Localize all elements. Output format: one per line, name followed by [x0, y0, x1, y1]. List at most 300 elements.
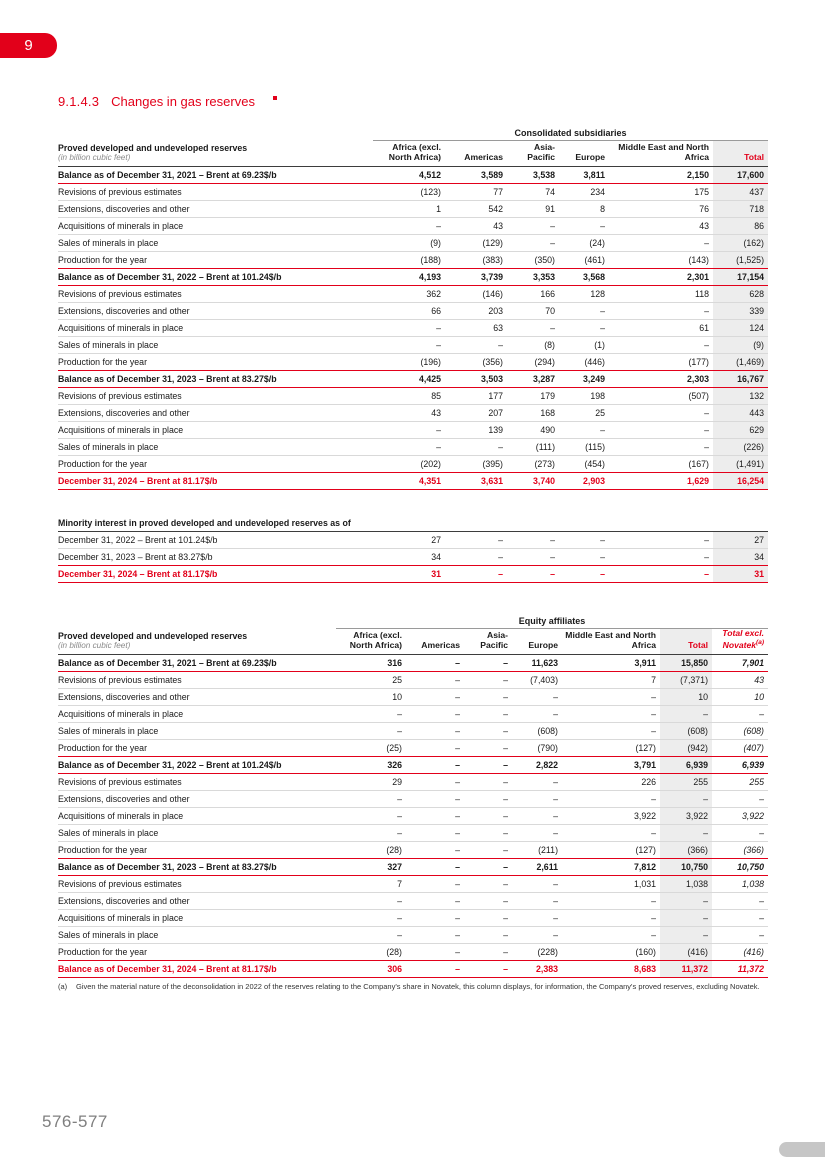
- value-cell: –: [562, 926, 660, 943]
- value-cell: –: [609, 404, 713, 421]
- value-cell: 362: [373, 285, 445, 302]
- table-row: [58, 549, 768, 566]
- value-cell: 255: [660, 773, 712, 790]
- value-cell: 1,031: [562, 875, 660, 892]
- value-cell: –: [507, 566, 559, 583]
- value-cell: 10: [336, 688, 406, 705]
- row-label: Balance as of December 31, 2021 – Brent at 69.23$/b: [58, 166, 373, 183]
- column-header-asia-pacific: Asia-Pacific: [464, 628, 512, 654]
- row-label: Balance as of December 31, 2023 – Brent at 83.27$/b: [58, 370, 373, 387]
- value-cell: 11,372: [660, 960, 712, 977]
- value-cell: –: [464, 926, 512, 943]
- value-cell: –: [507, 549, 559, 566]
- value-cell: (167): [609, 455, 713, 472]
- table-row: [58, 807, 768, 824]
- value-cell: –: [464, 705, 512, 722]
- value-cell: –: [660, 705, 712, 722]
- row-label: Extensions, discoveries and other: [58, 892, 336, 909]
- table-row: [58, 705, 768, 722]
- value-cell: 27: [373, 532, 445, 549]
- value-cell: (127): [562, 841, 660, 858]
- table-row: [58, 217, 768, 234]
- row-label: Acquisitions of minerals in place: [58, 319, 373, 336]
- value-cell: –: [445, 336, 507, 353]
- value-cell: –: [464, 909, 512, 926]
- stub-header: [58, 628, 336, 654]
- value-cell: 27: [713, 532, 768, 549]
- row-label: Revisions of previous estimates: [58, 387, 373, 404]
- value-cell: –: [512, 807, 562, 824]
- value-cell: 3,503: [445, 370, 507, 387]
- value-cell: 76: [609, 200, 713, 217]
- section-title: Changes in gas reserves: [111, 94, 255, 109]
- value-cell: –: [464, 807, 512, 824]
- value-cell: 132: [713, 387, 768, 404]
- value-cell: 3,739: [445, 268, 507, 285]
- empty-stub-cell: [58, 125, 373, 140]
- value-cell: 203: [445, 302, 507, 319]
- value-cell: –: [406, 671, 464, 688]
- value-cell: 326: [336, 756, 406, 773]
- value-cell: (461): [559, 251, 609, 268]
- value-cell: 43: [373, 404, 445, 421]
- column-header-total-excl-novatek: [712, 628, 768, 654]
- value-cell: –: [507, 217, 559, 234]
- value-cell: –: [507, 532, 559, 549]
- row-label: Production for the year: [58, 455, 373, 472]
- footnote: [58, 982, 768, 992]
- value-cell: –: [445, 566, 507, 583]
- value-cell: –: [609, 532, 713, 549]
- value-cell: 139: [445, 421, 507, 438]
- column-header-total: Total: [713, 140, 768, 166]
- value-cell: –: [609, 421, 713, 438]
- value-cell: 3,538: [507, 166, 559, 183]
- table-row: [58, 421, 768, 438]
- value-cell: 6,939: [660, 756, 712, 773]
- value-cell: 177: [445, 387, 507, 404]
- value-cell: –: [406, 858, 464, 875]
- value-cell: –: [559, 532, 609, 549]
- value-cell: 17,154: [713, 268, 768, 285]
- column-header-americas: Americas: [445, 140, 507, 166]
- value-cell: 226: [562, 773, 660, 790]
- value-cell: –: [512, 688, 562, 705]
- value-cell: 2,303: [609, 370, 713, 387]
- table-row: [58, 858, 768, 875]
- novatek-header-label: Total excl. Novatek: [722, 627, 764, 650]
- value-cell: 66: [373, 302, 445, 319]
- value-cell: –: [507, 234, 559, 251]
- value-cell: –: [464, 671, 512, 688]
- value-cell: –: [559, 421, 609, 438]
- page-content: [58, 94, 768, 992]
- value-cell: 25: [559, 404, 609, 421]
- value-cell: –: [660, 790, 712, 807]
- value-cell: 7: [336, 875, 406, 892]
- value-cell: 3,631: [445, 472, 507, 489]
- value-cell: –: [464, 790, 512, 807]
- table-row: [58, 532, 768, 549]
- table-row: [58, 234, 768, 251]
- row-label: Production for the year: [58, 739, 336, 756]
- value-cell: 4,425: [373, 370, 445, 387]
- value-cell: –: [712, 705, 768, 722]
- value-cell: 4,193: [373, 268, 445, 285]
- value-cell: (188): [373, 251, 445, 268]
- column-header-africa: Africa (excl. North Africa): [336, 628, 406, 654]
- value-cell: –: [373, 319, 445, 336]
- value-cell: 628: [713, 285, 768, 302]
- value-cell: –: [373, 217, 445, 234]
- value-cell: 166: [507, 285, 559, 302]
- value-cell: –: [562, 688, 660, 705]
- group-header: Equity affiliates: [336, 613, 768, 628]
- row-label: Balance as of December 31, 2024 – Brent at 81.17$/b: [58, 960, 336, 977]
- value-cell: (211): [512, 841, 562, 858]
- table-row: [58, 566, 768, 583]
- value-cell: –: [336, 926, 406, 943]
- row-label: December 31, 2023 – Brent at 83.27$/b: [58, 549, 373, 566]
- value-cell: (9): [373, 234, 445, 251]
- column-header-europe: Europe: [559, 140, 609, 166]
- value-cell: (1,469): [713, 353, 768, 370]
- value-cell: 8: [559, 200, 609, 217]
- value-cell: 3,589: [445, 166, 507, 183]
- row-label: Extensions, discoveries and other: [58, 200, 373, 217]
- value-cell: 168: [507, 404, 559, 421]
- value-cell: (7,371): [660, 671, 712, 688]
- value-cell: –: [336, 722, 406, 739]
- value-cell: (111): [507, 438, 559, 455]
- row-label: Extensions, discoveries and other: [58, 404, 373, 421]
- value-cell: 10: [712, 688, 768, 705]
- value-cell: –: [406, 790, 464, 807]
- value-cell: –: [406, 943, 464, 960]
- value-cell: 316: [336, 654, 406, 671]
- value-cell: 2,301: [609, 268, 713, 285]
- page-number: 576-577: [42, 1112, 108, 1131]
- value-cell: 1,038: [660, 875, 712, 892]
- table-row: [58, 892, 768, 909]
- value-cell: –: [464, 654, 512, 671]
- side-tab: [779, 1142, 825, 1157]
- value-cell: 443: [713, 404, 768, 421]
- table-row: [58, 438, 768, 455]
- row-label: Production for the year: [58, 841, 336, 858]
- minority-interest-table: [58, 512, 768, 584]
- minority-table-body: [58, 532, 768, 583]
- value-cell: –: [559, 549, 609, 566]
- value-cell: 4,351: [373, 472, 445, 489]
- value-cell: (202): [373, 455, 445, 472]
- row-label: Revisions of previous estimates: [58, 183, 373, 200]
- value-cell: –: [464, 756, 512, 773]
- value-cell: –: [464, 688, 512, 705]
- value-cell: 179: [507, 387, 559, 404]
- value-cell: (507): [609, 387, 713, 404]
- value-cell: 2,383: [512, 960, 562, 977]
- table-row: [58, 875, 768, 892]
- value-cell: –: [609, 336, 713, 353]
- value-cell: –: [712, 790, 768, 807]
- row-label: Revisions of previous estimates: [58, 671, 336, 688]
- value-cell: 3,791: [562, 756, 660, 773]
- row-label: Production for the year: [58, 353, 373, 370]
- row-label: Revisions of previous estimates: [58, 875, 336, 892]
- value-cell: –: [660, 909, 712, 926]
- value-cell: 306: [336, 960, 406, 977]
- value-cell: (407): [712, 739, 768, 756]
- section-heading: [58, 94, 768, 109]
- value-cell: 7,812: [562, 858, 660, 875]
- value-cell: –: [464, 892, 512, 909]
- value-cell: 1,038: [712, 875, 768, 892]
- value-cell: 74: [507, 183, 559, 200]
- value-cell: 34: [713, 549, 768, 566]
- value-cell: 3,922: [712, 807, 768, 824]
- table-row: [58, 943, 768, 960]
- value-cell: –: [336, 807, 406, 824]
- value-cell: 8,683: [562, 960, 660, 977]
- value-cell: –: [559, 217, 609, 234]
- value-cell: (790): [512, 739, 562, 756]
- table-row: [58, 722, 768, 739]
- value-cell: –: [406, 688, 464, 705]
- value-cell: (127): [562, 739, 660, 756]
- value-cell: (942): [660, 739, 712, 756]
- consolidated-table-body: [58, 166, 768, 489]
- value-cell: –: [512, 892, 562, 909]
- value-cell: 2,822: [512, 756, 562, 773]
- value-cell: –: [464, 960, 512, 977]
- row-label: Acquisitions of minerals in place: [58, 705, 336, 722]
- value-cell: 7,901: [712, 654, 768, 671]
- value-cell: (146): [445, 285, 507, 302]
- row-label: Sales of minerals in place: [58, 926, 336, 943]
- value-cell: 31: [713, 566, 768, 583]
- value-cell: –: [512, 705, 562, 722]
- value-cell: –: [562, 824, 660, 841]
- row-label: Production for the year: [58, 943, 336, 960]
- row-label: Acquisitions of minerals in place: [58, 909, 336, 926]
- value-cell: –: [464, 875, 512, 892]
- stub-title: Proved developed and undeveloped reserves: [58, 142, 248, 153]
- value-cell: –: [406, 756, 464, 773]
- chapter-number: 9: [24, 37, 33, 54]
- value-cell: –: [464, 858, 512, 875]
- value-cell: –: [660, 892, 712, 909]
- value-cell: (9): [713, 336, 768, 353]
- value-cell: 63: [445, 319, 507, 336]
- table-row: [58, 387, 768, 404]
- empty-stub-cell: [58, 613, 336, 628]
- value-cell: –: [512, 790, 562, 807]
- value-cell: (1): [559, 336, 609, 353]
- value-cell: 2,903: [559, 472, 609, 489]
- value-cell: (383): [445, 251, 507, 268]
- value-cell: 4,512: [373, 166, 445, 183]
- minority-title: Minority interest in proved developed and undeveloped reserves as of: [58, 512, 768, 532]
- value-cell: 718: [713, 200, 768, 217]
- value-cell: –: [336, 790, 406, 807]
- value-cell: 16,254: [713, 472, 768, 489]
- footnote-marker: (a): [58, 981, 68, 991]
- stub-header: [58, 140, 373, 166]
- row-label: Balance as of December 31, 2021 – Brent at 69.23$/b: [58, 654, 336, 671]
- value-cell: –: [712, 926, 768, 943]
- value-cell: –: [406, 773, 464, 790]
- value-cell: 1: [373, 200, 445, 217]
- minority-title-row: [58, 512, 768, 532]
- table-row: [58, 353, 768, 370]
- table-row: [58, 268, 768, 285]
- table-row: [58, 688, 768, 705]
- value-cell: 15,850: [660, 654, 712, 671]
- table-row: [58, 654, 768, 671]
- value-cell: –: [464, 841, 512, 858]
- table-row: [58, 166, 768, 183]
- column-header-row: [58, 628, 768, 654]
- table-row: [58, 336, 768, 353]
- value-cell: –: [512, 926, 562, 943]
- footnote-text: Given the material nature of the deconsolidation in 2022 of the reserves relating to the Company's share in Novatek, this column displays, for information, the Company's proved reserves, excluding Novatek.: [76, 981, 760, 991]
- value-cell: 43: [609, 217, 713, 234]
- value-cell: –: [373, 438, 445, 455]
- table-row: [58, 960, 768, 977]
- value-cell: –: [512, 773, 562, 790]
- value-cell: 16,767: [713, 370, 768, 387]
- value-cell: (1,525): [713, 251, 768, 268]
- value-cell: (25): [336, 739, 406, 756]
- value-cell: (226): [713, 438, 768, 455]
- value-cell: 7: [562, 671, 660, 688]
- value-cell: –: [712, 892, 768, 909]
- table-row: [58, 302, 768, 319]
- value-cell: (24): [559, 234, 609, 251]
- value-cell: –: [660, 926, 712, 943]
- value-cell: (129): [445, 234, 507, 251]
- value-cell: 3,922: [660, 807, 712, 824]
- value-cell: 629: [713, 421, 768, 438]
- value-cell: –: [712, 824, 768, 841]
- group-header: Consolidated subsidiaries: [373, 125, 768, 140]
- value-cell: –: [406, 960, 464, 977]
- consolidated-subsidiaries-table: [58, 125, 768, 490]
- group-header-row: [58, 613, 768, 628]
- value-cell: 91: [507, 200, 559, 217]
- column-header-asia-pacific: Asia-Pacific: [507, 140, 559, 166]
- value-cell: 124: [713, 319, 768, 336]
- value-cell: 2,150: [609, 166, 713, 183]
- value-cell: –: [609, 234, 713, 251]
- value-cell: 3,911: [562, 654, 660, 671]
- value-cell: –: [562, 892, 660, 909]
- value-cell: 85: [373, 387, 445, 404]
- value-cell: (162): [713, 234, 768, 251]
- value-cell: 3,568: [559, 268, 609, 285]
- column-header-mena: Middle East and North Africa: [562, 628, 660, 654]
- value-cell: (28): [336, 943, 406, 960]
- value-cell: 86: [713, 217, 768, 234]
- value-cell: (454): [559, 455, 609, 472]
- value-cell: 10,750: [712, 858, 768, 875]
- stub-subtitle: (in billion cubic feet): [58, 641, 131, 651]
- row-label: Balance as of December 31, 2023 – Brent at 83.27$/b: [58, 858, 336, 875]
- column-header-europe: Europe: [512, 628, 562, 654]
- value-cell: (350): [507, 251, 559, 268]
- row-label: Extensions, discoveries and other: [58, 790, 336, 807]
- value-cell: –: [406, 722, 464, 739]
- value-cell: –: [609, 438, 713, 455]
- value-cell: (123): [373, 183, 445, 200]
- value-cell: –: [406, 875, 464, 892]
- row-label: Acquisitions of minerals in place: [58, 807, 336, 824]
- value-cell: –: [609, 566, 713, 583]
- value-cell: –: [406, 807, 464, 824]
- value-cell: 31: [373, 566, 445, 583]
- value-cell: (160): [562, 943, 660, 960]
- table-row: [58, 404, 768, 421]
- value-cell: –: [609, 302, 713, 319]
- value-cell: –: [464, 773, 512, 790]
- value-cell: –: [445, 438, 507, 455]
- value-cell: –: [406, 926, 464, 943]
- row-label: Balance as of December 31, 2022 – Brent at 101.24$/b: [58, 268, 373, 285]
- value-cell: (356): [445, 353, 507, 370]
- table-row: [58, 200, 768, 217]
- value-cell: 542: [445, 200, 507, 217]
- table-row: [58, 183, 768, 200]
- value-cell: 198: [559, 387, 609, 404]
- table-row: [58, 909, 768, 926]
- value-cell: 255: [712, 773, 768, 790]
- value-cell: –: [464, 722, 512, 739]
- value-cell: (177): [609, 353, 713, 370]
- row-label: Sales of minerals in place: [58, 336, 373, 353]
- novatek-footnote-ref: (a): [756, 638, 764, 646]
- value-cell: 3,740: [507, 472, 559, 489]
- table-row: [58, 370, 768, 387]
- value-cell: –: [406, 841, 464, 858]
- value-cell: (608): [512, 722, 562, 739]
- value-cell: 207: [445, 404, 507, 421]
- row-label: Sales of minerals in place: [58, 438, 373, 455]
- value-cell: (8): [507, 336, 559, 353]
- value-cell: –: [445, 549, 507, 566]
- value-cell: 118: [609, 285, 713, 302]
- value-cell: –: [562, 790, 660, 807]
- value-cell: –: [336, 892, 406, 909]
- value-cell: 3,249: [559, 370, 609, 387]
- value-cell: (446): [559, 353, 609, 370]
- value-cell: (115): [559, 438, 609, 455]
- value-cell: 1,629: [609, 472, 713, 489]
- column-header-row: [58, 140, 768, 166]
- value-cell: –: [712, 909, 768, 926]
- row-label: Acquisitions of minerals in place: [58, 421, 373, 438]
- value-cell: (7,403): [512, 671, 562, 688]
- value-cell: –: [512, 875, 562, 892]
- value-cell: 339: [713, 302, 768, 319]
- value-cell: 25: [336, 671, 406, 688]
- table-row: [58, 841, 768, 858]
- value-cell: 11,623: [512, 654, 562, 671]
- value-cell: 128: [559, 285, 609, 302]
- row-label: Acquisitions of minerals in place: [58, 217, 373, 234]
- row-label: December 31, 2022 – Brent at 101.24$/b: [58, 532, 373, 549]
- value-cell: 3,353: [507, 268, 559, 285]
